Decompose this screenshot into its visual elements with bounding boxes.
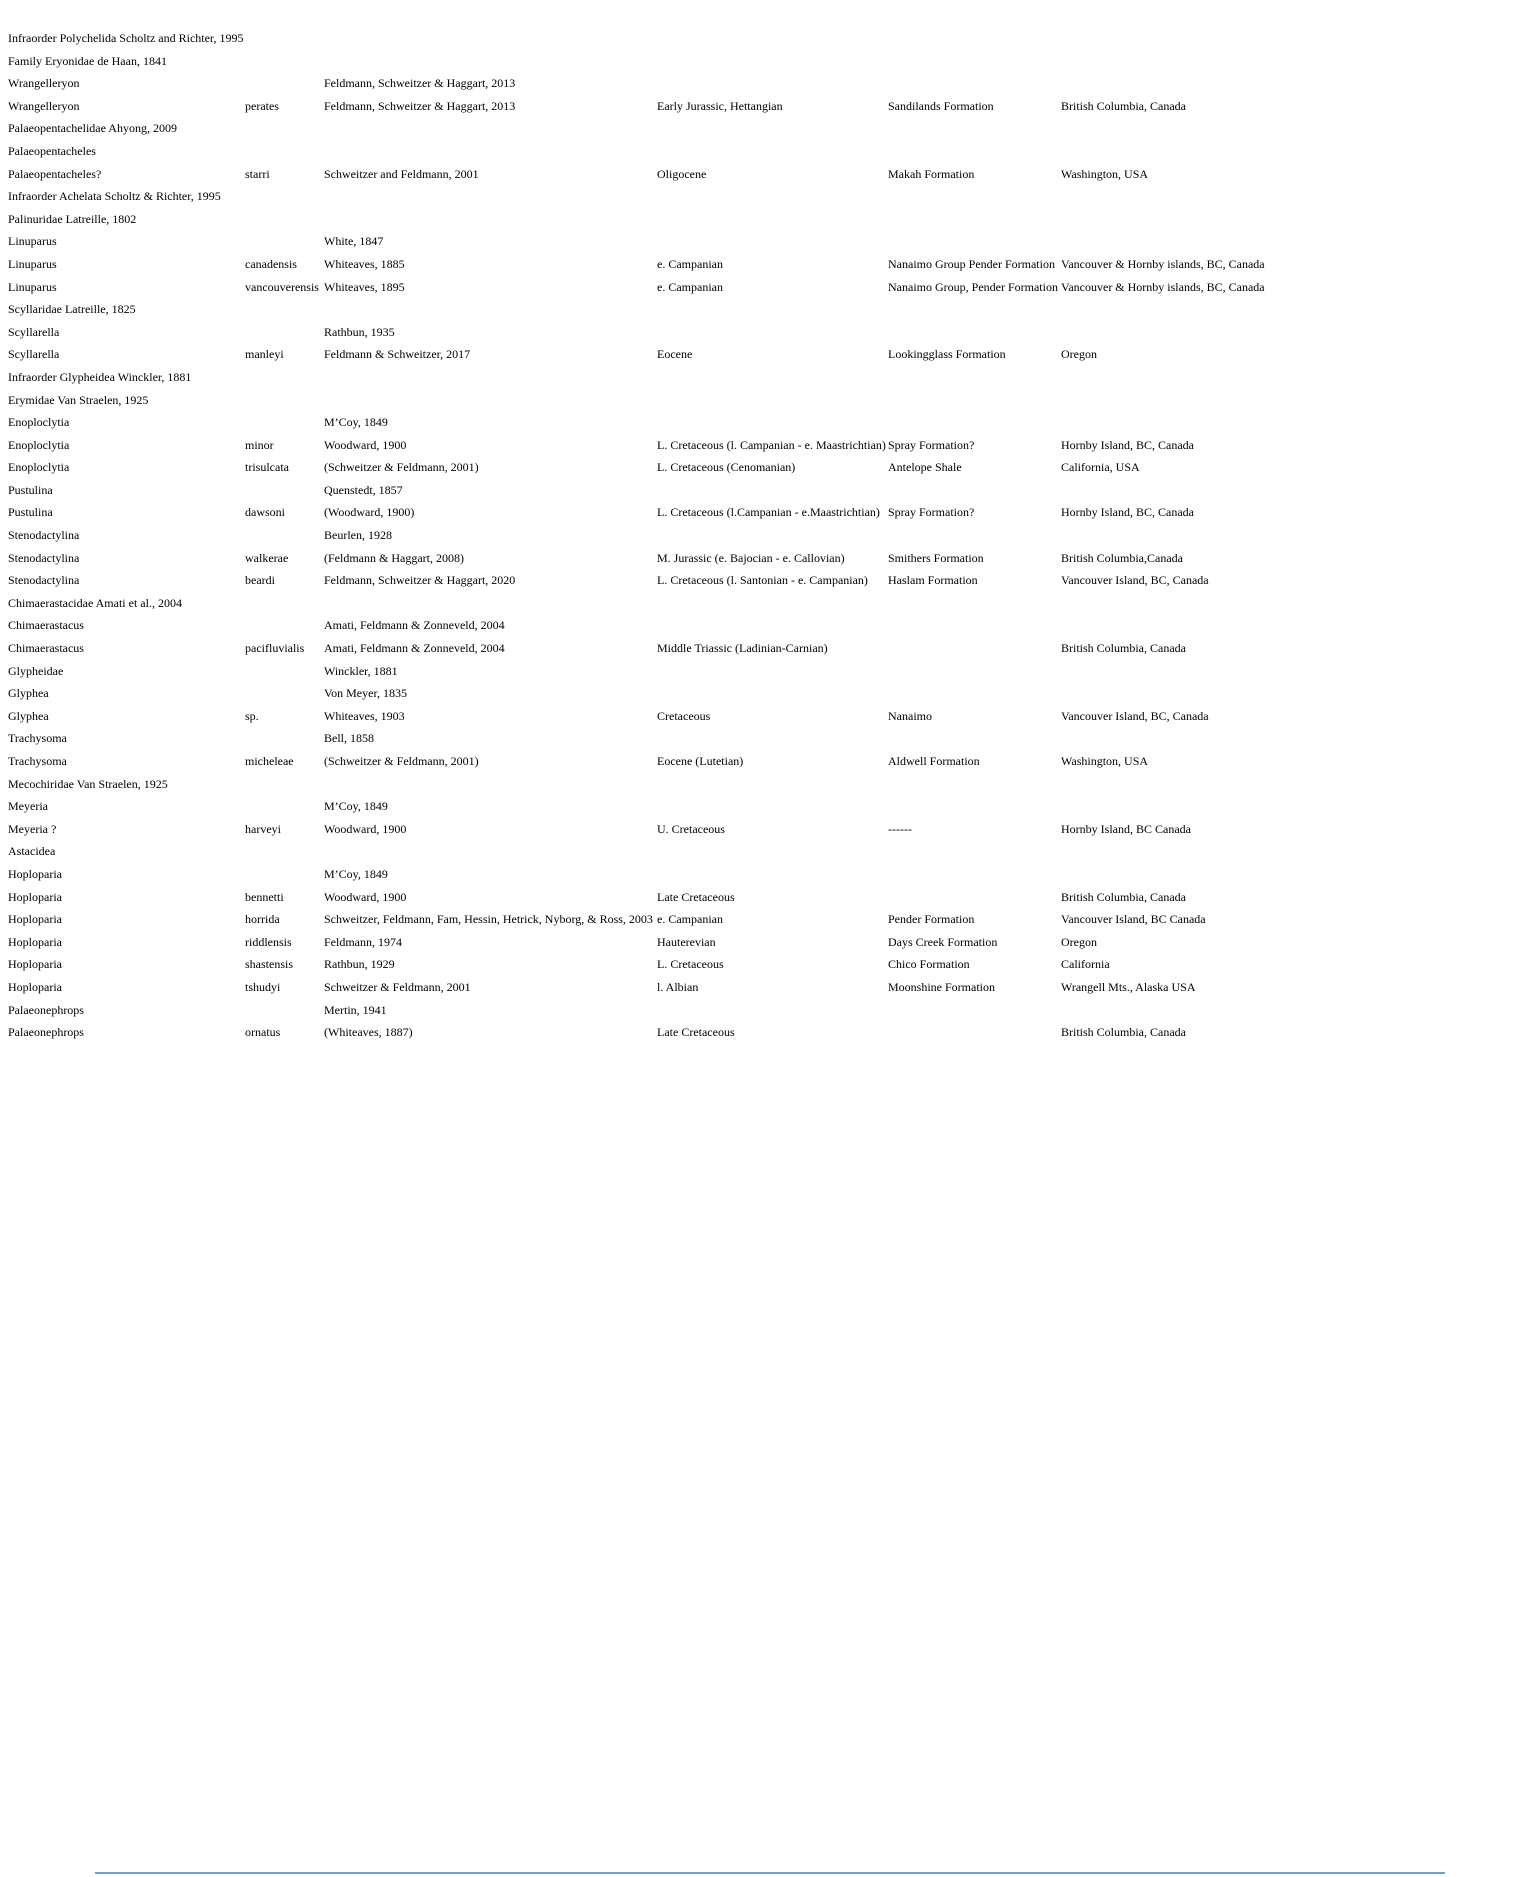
cell-taxon: Wrangelleryon	[8, 76, 80, 91]
table-row	[0, 117, 1517, 140]
cell-species: vancouverensis	[245, 279, 319, 294]
cell-location: Wrangell Mts., Alaska USA	[1061, 979, 1196, 994]
cell-authors: (Woodward, 1900)	[324, 505, 415, 520]
cell-taxon: Trachysoma	[8, 731, 67, 746]
cell-location: British Columbia, Canada	[1061, 1025, 1186, 1040]
cell-taxon: Hoploparia	[8, 934, 62, 949]
cell-age: L. Cretaceous	[657, 957, 724, 972]
cell-taxon: Glypheidae	[8, 663, 64, 678]
cell-authors: Woodward, 1900	[324, 889, 407, 904]
table-row	[0, 479, 1517, 502]
cell-authors: M’Coy, 1849	[324, 799, 388, 814]
cell-location: California, USA	[1061, 460, 1140, 475]
table-row	[0, 592, 1517, 615]
cell-authors: (Schweitzer & Feldmann, 2001)	[324, 460, 479, 475]
table-row	[0, 140, 1517, 163]
cell-taxon: Palinuridae Latreille, 1802	[8, 211, 137, 226]
cell-species: pacifluvialis	[245, 641, 305, 656]
cell-taxon: Trachysoma	[8, 754, 67, 768]
cell-taxon: Meyeria ?	[8, 821, 57, 836]
table-row	[0, 999, 1517, 1022]
table-row	[0, 253, 1517, 276]
cell-formation: Aldwell Formation	[888, 754, 980, 768]
cell-formation: Nanaimo Group Pender Formation	[888, 256, 1055, 271]
cell-taxon: Infraorder Glypheidea Winckler, 1881	[8, 369, 192, 384]
cell-location: Hornby Island, BC, Canada	[1061, 505, 1194, 520]
cell-formation: Spray Formation?	[888, 505, 975, 520]
cell-formation: Moonshine Formation	[888, 979, 995, 994]
cell-location: British Columbia, Canada	[1061, 889, 1186, 904]
cell-taxon: Infraorder Polychelida Scholtz and Richter, 1995	[8, 31, 244, 45]
table-row	[0, 682, 1517, 705]
cell-taxon: Enoploclytia	[8, 415, 70, 430]
table-row	[0, 366, 1517, 389]
cell-taxon: Pustulina	[8, 505, 53, 520]
cell-age: Early Jurassic, Hettangian	[657, 98, 783, 113]
cell-location: Washington, USA	[1061, 166, 1149, 181]
cell-species: canadensis	[245, 256, 297, 271]
cell-taxon: Palaeopentachelidae Ahyong, 2009	[8, 121, 177, 136]
cell-authors: Quenstedt, 1857	[324, 482, 403, 497]
cell-location: Oregon	[1061, 347, 1097, 362]
cell-formation: Spray Formation?	[888, 437, 975, 452]
cell-taxon: Glyphea	[8, 708, 49, 723]
cell-authors: Feldmann, Schweitzer & Haggart, 2013	[324, 76, 516, 91]
cell-authors: Beurlen, 1928	[324, 528, 392, 543]
cell-taxon: Palaeonephrops	[8, 1002, 84, 1017]
taxa-table	[0, 27, 1517, 1044]
cell-taxon: Hoploparia	[8, 889, 62, 904]
cell-formation: Antelope Shale	[888, 460, 962, 475]
cell-age: Eocene (Lutetian)	[657, 754, 744, 768]
table-row	[0, 456, 1517, 479]
cell-location: Vancouver & Hornby islands, BC, Canada	[1061, 279, 1265, 294]
table-row	[0, 208, 1517, 231]
cell-taxon: Meyeria	[8, 799, 48, 814]
cell-location: Oregon	[1061, 934, 1097, 949]
table-row	[0, 276, 1517, 299]
table-row	[0, 163, 1517, 186]
cell-age: e. Campanian	[657, 912, 723, 927]
table-row	[0, 976, 1517, 999]
cell-authors: Feldmann, Schweitzer & Haggart, 2020	[324, 573, 516, 588]
cell-location: British Columbia, Canada	[1061, 641, 1186, 656]
cell-age: L. Cretaceous (Cenomanian)	[657, 460, 796, 475]
cell-authors: Schweitzer, Feldmann, Fam, Hessin, Hetrick, Nyborg, & Ross, 2003	[324, 912, 653, 927]
cell-age: e. Campanian	[657, 256, 723, 271]
table-row	[0, 72, 1517, 95]
cell-taxon: Wrangelleryon	[8, 98, 80, 113]
cell-taxon: Chimaerastacus	[8, 618, 84, 633]
cell-formation: Makah Formation	[888, 166, 975, 181]
cell-taxon: Hoploparia	[8, 912, 62, 927]
cell-formation: Sandilands Formation	[888, 98, 994, 113]
cell-species: trisulcata	[245, 460, 289, 475]
cell-species: minor	[245, 437, 274, 452]
cell-taxon: Linuparus	[8, 234, 57, 249]
cell-location: British Columbia,Canada	[1061, 550, 1183, 565]
cell-authors: Bell, 1858	[324, 731, 374, 746]
cell-authors: Schweitzer and Feldmann, 2001	[324, 166, 479, 181]
cell-species: beardi	[245, 573, 275, 588]
cell-taxon: Hoploparia	[8, 866, 62, 881]
cell-taxon: Stenodactylina	[8, 573, 80, 588]
cell-taxon: Scyllarella	[8, 347, 60, 362]
cell-taxon: Linuparus	[8, 279, 57, 294]
table-row	[0, 953, 1517, 976]
table-row	[0, 185, 1517, 208]
table-row	[0, 343, 1517, 366]
cell-taxon: Enoploclytia	[8, 460, 70, 475]
table-row	[0, 524, 1517, 547]
cell-authors: Woodward, 1900	[324, 437, 407, 452]
table-row	[0, 705, 1517, 728]
cell-species: dawsoni	[245, 505, 285, 520]
cell-taxon: Erymidae Van Straelen, 1925	[8, 392, 149, 407]
cell-authors: Woodward, 1900	[324, 821, 407, 836]
table-row	[0, 818, 1517, 841]
table-row	[0, 840, 1517, 863]
table-row	[0, 411, 1517, 434]
cell-taxon: Astacidea	[8, 844, 56, 859]
cell-age: Oligocene	[657, 166, 707, 181]
cell-formation: Smithers Formation	[888, 550, 984, 565]
cell-authors: M’Coy, 1849	[324, 415, 388, 430]
cell-taxon: Mecochiridae Van Straelen, 1925	[8, 776, 168, 791]
cell-taxon: Pustulina	[8, 482, 53, 497]
cell-taxon: Palaeopentacheles?	[8, 166, 102, 181]
cell-taxon: Family Eryonidae de Haan, 1841	[8, 53, 167, 68]
cell-species: micheleae	[245, 754, 294, 768]
table-row	[0, 1021, 1517, 1044]
cell-location: Hornby Island, BC, Canada	[1061, 437, 1194, 452]
cell-species: tshudyi	[245, 979, 281, 994]
table-row	[0, 298, 1517, 321]
cell-authors: Amati, Feldmann & Zonneveld, 2004	[324, 618, 505, 633]
cell-authors: Von Meyer, 1835	[324, 686, 407, 701]
cell-age: U. Cretaceous	[657, 821, 725, 836]
cell-authors: White, 1847	[324, 234, 384, 249]
cell-authors: (Whiteaves, 1887)	[324, 1025, 413, 1040]
cell-age: L. Cretaceous (l. Campanian - e. Maastrichtian)	[657, 437, 886, 452]
table-row	[0, 863, 1517, 886]
cell-authors: Schweitzer & Feldmann, 2001	[324, 979, 471, 994]
cell-age: Late Cretaceous	[657, 889, 735, 904]
cell-species: starri	[245, 166, 270, 181]
cell-age: L. Cretaceous (l. Santonian - e. Campanian)	[657, 573, 868, 588]
table-row	[0, 795, 1517, 818]
cell-location: Vancouver Island, BC Canada	[1061, 912, 1206, 927]
cell-species: harveyi	[245, 821, 281, 836]
cell-location: Vancouver Island, BC, Canada	[1061, 573, 1209, 588]
cell-taxon: Infraorder Achelata Scholtz & Richter, 1995	[8, 189, 221, 204]
table-row	[0, 773, 1517, 796]
table-row	[0, 27, 1517, 50]
table-row	[0, 614, 1517, 637]
table-row	[0, 569, 1517, 592]
cell-authors: Feldmann, Schweitzer & Haggart, 2013	[324, 98, 516, 113]
cell-species: walkerae	[245, 550, 289, 565]
cell-authors: Feldmann, 1974	[324, 934, 402, 949]
cell-authors: (Schweitzer & Feldmann, 2001)	[324, 754, 479, 768]
cell-taxon: Stenodactylina	[8, 550, 80, 565]
table-row	[0, 434, 1517, 457]
table-row	[0, 660, 1517, 683]
cell-age: Middle Triassic (Ladinian-Carnian)	[657, 641, 828, 656]
cell-location: Vancouver Island, BC, Canada	[1061, 708, 1209, 723]
cell-authors: Rathbun, 1929	[324, 957, 395, 972]
cell-taxon: Scyllarella	[8, 324, 60, 339]
cell-authors: Whiteaves, 1885	[324, 256, 405, 271]
cell-species: riddlensis	[245, 934, 292, 949]
cell-age: Late Cretaceous	[657, 1025, 735, 1040]
cell-age: e. Campanian	[657, 279, 723, 294]
cell-age: Eocene	[657, 347, 693, 362]
cell-authors: M’Coy, 1849	[324, 866, 388, 881]
table-row	[0, 50, 1517, 73]
table-row	[0, 750, 1517, 773]
cell-authors: Mertin, 1941	[324, 1002, 387, 1017]
table-row	[0, 230, 1517, 253]
cell-species: ornatus	[245, 1025, 281, 1040]
cell-taxon: Palaeonephrops	[8, 1025, 84, 1040]
table-row	[0, 389, 1517, 412]
table-row	[0, 886, 1517, 909]
cell-taxon: Palaeopentacheles	[8, 143, 96, 158]
cell-location: Washington, USA	[1061, 754, 1149, 768]
table-row	[0, 931, 1517, 954]
cell-species: shastensis	[245, 957, 293, 972]
cell-location: Hornby Island, BC Canada	[1061, 821, 1191, 836]
cell-formation: Days Creek Formation	[888, 934, 998, 949]
cell-taxon: Scyllaridae Latreille, 1825	[8, 302, 136, 317]
cell-taxon: Hoploparia	[8, 979, 62, 994]
cell-authors: Feldmann & Schweitzer, 2017	[324, 347, 471, 362]
cell-taxon: Hoploparia	[8, 957, 62, 972]
cell-age: L. Cretaceous (l.Campanian - e.Maastrichtian)	[657, 505, 880, 520]
cell-age: l. Albian	[657, 979, 699, 994]
cell-location: British Columbia, Canada	[1061, 98, 1186, 113]
cell-authors: (Feldmann & Haggart, 2008)	[324, 550, 464, 565]
cell-species: sp.	[245, 708, 259, 723]
cell-formation: Lookingglass Formation	[888, 347, 1006, 362]
cell-formation: Chico Formation	[888, 957, 970, 972]
cell-species: perates	[245, 98, 279, 113]
cell-location: California	[1061, 957, 1110, 972]
table-row	[0, 727, 1517, 750]
cell-authors: Winckler, 1881	[324, 663, 398, 678]
cell-taxon: Stenodactylina	[8, 528, 80, 543]
table-row	[0, 547, 1517, 570]
table-row	[0, 637, 1517, 660]
cell-formation: Nanaimo Group, Pender Formation	[888, 279, 1058, 294]
table-row	[0, 908, 1517, 931]
cell-age: Cretaceous	[657, 708, 711, 723]
cell-taxon: Chimaerastacidae Amati et al., 2004	[8, 595, 182, 610]
cell-authors: Whiteaves, 1903	[324, 708, 405, 723]
table-row	[0, 321, 1517, 344]
cell-formation: ------	[888, 821, 912, 836]
cell-species: horrida	[245, 912, 280, 927]
cell-taxon: Enoploclytia	[8, 437, 70, 452]
table-row	[0, 95, 1517, 118]
cell-formation: Haslam Formation	[888, 573, 978, 588]
cell-taxon: Glyphea	[8, 686, 49, 701]
cell-species: bennetti	[245, 889, 284, 904]
cell-formation: Nanaimo	[888, 708, 932, 723]
cell-age: M. Jurassic (e. Bajocian - e. Callovian)	[657, 550, 845, 565]
cell-formation: Pender Formation	[888, 912, 975, 927]
cell-taxon: Linuparus	[8, 256, 57, 271]
cell-authors: Whiteaves, 1895	[324, 279, 405, 294]
cell-authors: Amati, Feldmann & Zonneveld, 2004	[324, 641, 505, 656]
cell-authors: Rathbun, 1935	[324, 324, 395, 339]
cell-location: Vancouver & Hornby islands, BC, Canada	[1061, 256, 1265, 271]
cell-taxon: Chimaerastacus	[8, 641, 84, 656]
page-bottom-rule	[95, 1872, 1445, 1874]
cell-species: manleyi	[245, 347, 284, 362]
table-row	[0, 501, 1517, 524]
cell-age: Hauterevian	[657, 934, 716, 949]
